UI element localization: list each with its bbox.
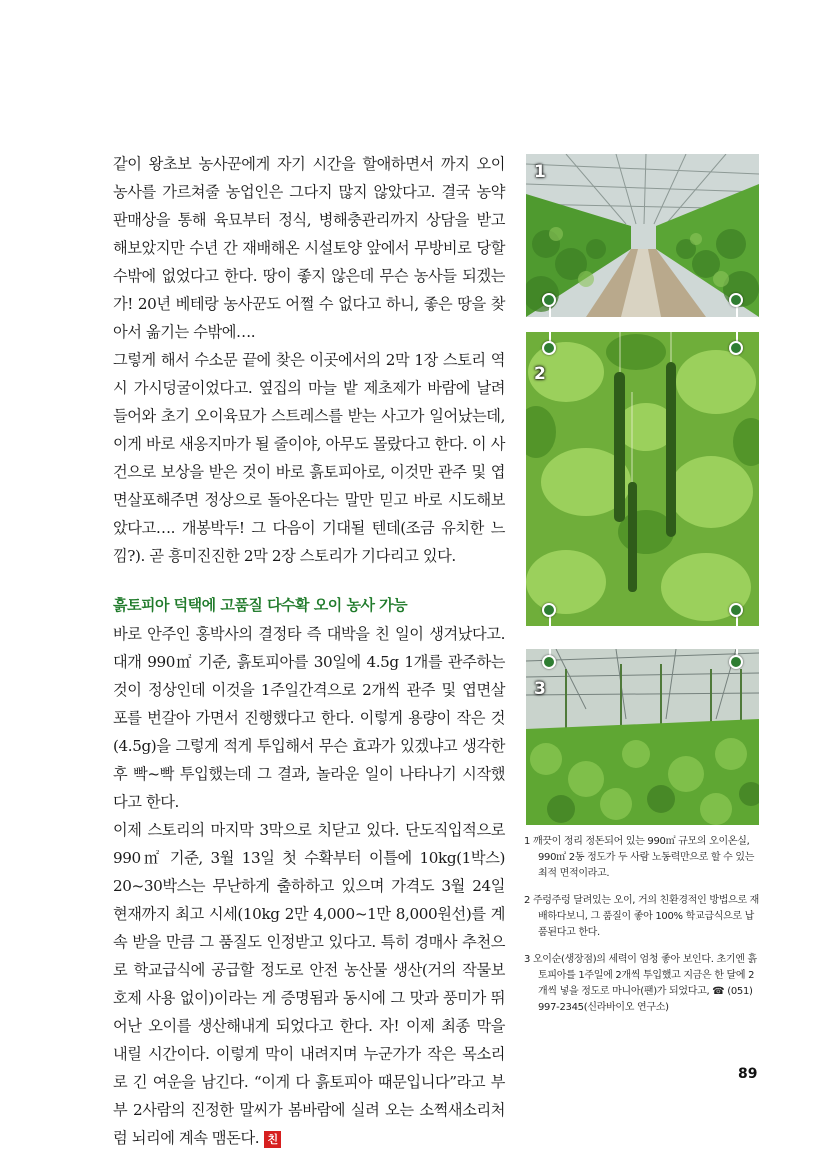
- greenhouse-corridor-image: [526, 154, 759, 317]
- pin-marker: [542, 603, 556, 617]
- photo-2: [526, 332, 759, 626]
- body-paragraph-4: [113, 816, 505, 1152]
- pin-marker: [729, 293, 743, 307]
- body-paragraph-4-text: 이제 스토리의 마지막 3막으로 치닫고 있다. 단도직입적으로 990㎡ 기준, 3월 13일 첫 수확부터 이틀에 10kg(1박스) 20~30박스는 무난하게 출하하고 있으며 가격도 3월 24일 현재까지 최고 시세(10kg 2만 4,000~1만 8,000원선)를 계속 받을 만큼 그 품질도 인정받고 있다고. 특히 경매사 추천으로 학교급식에 공급할 정도로 안전 농산물 생산(거의 작물보호제 사용 없이)이라는 게 증명됨과 동시에 그 맛과 풍미가 뛰어난 오이를 생산해내게 되었다고 한다. 자! 이제 최종 막을 내릴 시간이다. 이렇게 막이 내려지며 누군가가 작은 목소리로 긴 여운을 남긴다. “이게 다 흙토피아 때문입니다”라고 부부 2사람의 진정한 말씨가 봄바람에 실려 오는 소쩍새소리처럼 뇌리에 계속 맴돈다.: [113, 821, 505, 1147]
- photo-captions: [524, 834, 762, 1027]
- pin-marker: [542, 341, 556, 355]
- photo-1-number: 1: [534, 162, 546, 182]
- photo-3-number: 3: [534, 679, 546, 699]
- caption-1: 1 깨끗이 정리 정돈되어 있는 990㎡ 규모의 오이온실, 990㎡ 2동 정도가 두 사람 노동력만으로 할 수 있는 최적 면적이라고.: [524, 836, 755, 879]
- pin-marker: [729, 603, 743, 617]
- pin-marker: [729, 655, 743, 669]
- photo-2-number: 2: [534, 364, 546, 384]
- photo-column: [526, 154, 759, 824]
- body-paragraph-2: 그렇게 해서 수소문 끝에 찾은 이곳에서의 2막 1장 스토리 역시 가시덩굴이었다고. 옆집의 마늘 밭 제초제가 바람에 날려 들어와 초기 오이육묘가 스트레스를 받는 사고가 일어났는데, 이게 바로 새옹지마가 될 줄이야, 아무도 몰랐다고 한다. 이 사건으로 보상을 받은 것이 바로 흙토피아로, 이것만 관주 및 엽면살포해주면 정상으로 돌아온다는 말만 믿고 바로 시도해보았다고…. 개봉박두! 그 다음이 기대될 텐데(조금 유치한 느낌?). 곧 흥미진진한 2막 2장 스토리가 기다리고 있다.: [113, 351, 505, 565]
- page-number: 89: [738, 1066, 758, 1082]
- end-mark: 친: [264, 1131, 281, 1148]
- caption-2: 2 주렁주렁 달려있는 오이, 거의 친환경적인 방법으로 재배하다보니, 그 품질이 좋아 100% 학교급식으로 납품된다고 한다.: [524, 895, 760, 938]
- hanging-cucumbers-image: [526, 332, 759, 626]
- body-paragraph-1: 같이 왕초보 농사꾼에게 자기 시간을 할애하면서 까지 오이 농사를 가르쳐줄 농업인은 그다지 많지 않았다고. 결국 농약판매상을 통해 육묘부터 정식, 병해충관리까지 상담을 받고 해보았지만 수년 간 재배해온 시설토양 앞에서 무방비로 당할 수밖에 없었다고 한다. 땅이 좋지 않은데 무슨 농사들 되겠는가! 20년 베테랑 농사꾼도 어쩔 수 없다고 하니, 좋은 땅을 찾아서 옮기는 수밖에….: [113, 155, 505, 341]
- connector-line: [549, 610, 551, 660]
- caption-3: 3 오이순(생장점)의 세력이 엄청 좋아 보인다. 초기엔 흙토피아를 1주일에 2개씩 투입했고 지금은 한 달에 2개씩 넣을 정도로 마니아(팬)가 되었다고, ☎ (051) 997-2345(신라바이오 연구소): [524, 954, 757, 1013]
- greenhouse-vines-image: [526, 649, 759, 825]
- pin-marker: [542, 655, 556, 669]
- pin-marker: [729, 341, 743, 355]
- connector-line: [736, 610, 738, 660]
- photo-1: [526, 154, 759, 317]
- body-paragraph-3: 바로 안주인 홍박사의 결정타 즉 대박을 친 일이 생겨났다고. 대개 990㎡ 기준, 흙토피아를 30일에 4.5g 1개를 관주하는 것이 정상인데 이것을 1주일간격으로 2개씩 관주 및 엽면살포를 번갈아 가면서 진행했다고 한다. 이렇게 용량이 작은 것(4.5g)을 그렇게 적게 투입해서 무슨 효과가 있겠냐고 생각한 후 빡~빡 투입했는데 그 결과, 놀라운 일이 나타나기 시작했다고 한다.: [113, 625, 505, 811]
- article-body: [113, 150, 505, 1152]
- pin-marker: [542, 293, 556, 307]
- photo-3: [526, 649, 759, 825]
- section-heading: 흙토피아 덕택에 고품질 다수확 오이 농사 가능: [113, 596, 408, 614]
